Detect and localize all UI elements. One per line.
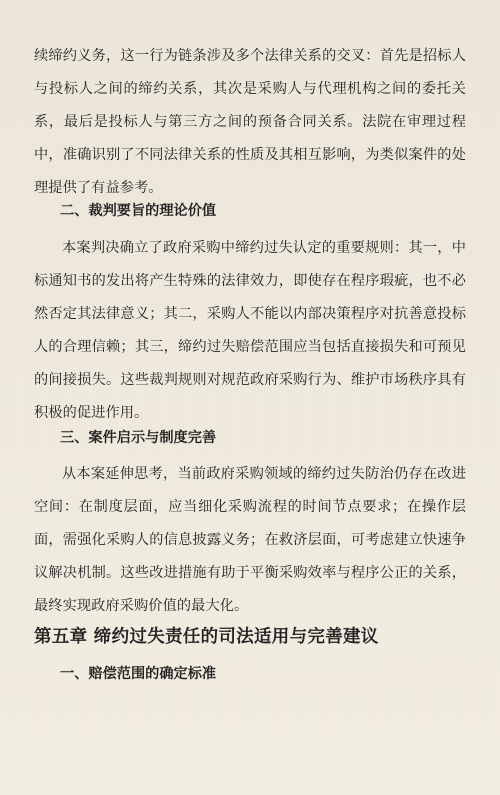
section-heading-theoretical-value: 二、裁判要旨的理论价值 [60, 203, 217, 219]
paragraph-case-implications: 从本案延伸思考，当前政府采购领域的缔约过失防治仍存在改进空间：在制度层面，应当细化采购流程的时间节点要求；在操作层面，需强化采购人的信息披露义务；在救济层面，可考虑建立快速争议解决机制。这些改进措施有助于平衡采购效率与程序公正的关系，最终实现政府采购价值的最大化。 [34, 466, 466, 614]
section-heading-compensation-scope: 一、赔偿范围的确定标准 [60, 666, 217, 682]
paragraph-theoretical-value: 本案判决确立了政府采购中缔约过失认定的重要规则：其一，中标通知书的发出将产生特殊的法律效力，即使存在程序瑕疵，也不必然否定其法律意义；其二，采购人不能以内部决策程序对抗善意投标人的合理信赖；其三，缔约过失赔偿范围应当包括直接损失和可预见的间接损失。这些裁判规则对规范政府采购行为、维护市场秩序具有积极的促进作用。 [34, 240, 466, 421]
chapter-title: 第五章 缔约过失责任的司法适用与完善建议 [34, 627, 379, 647]
section-heading-case-implications: 三、案件启示与制度完善 [60, 430, 217, 446]
paragraph-intro: 续缔约义务，这一行为链条涉及多个法律关系的交叉：首先是招标人与投标人之间的缔约关系，其次是采购人与代理机构之间的委托关系，最后是投标人与第三方之间的预备合同关系。法院在审理过程中，准确识别了不同法律关系的性质及其相互影响，为类似案件的处理提供了有益参考。 [34, 48, 466, 196]
